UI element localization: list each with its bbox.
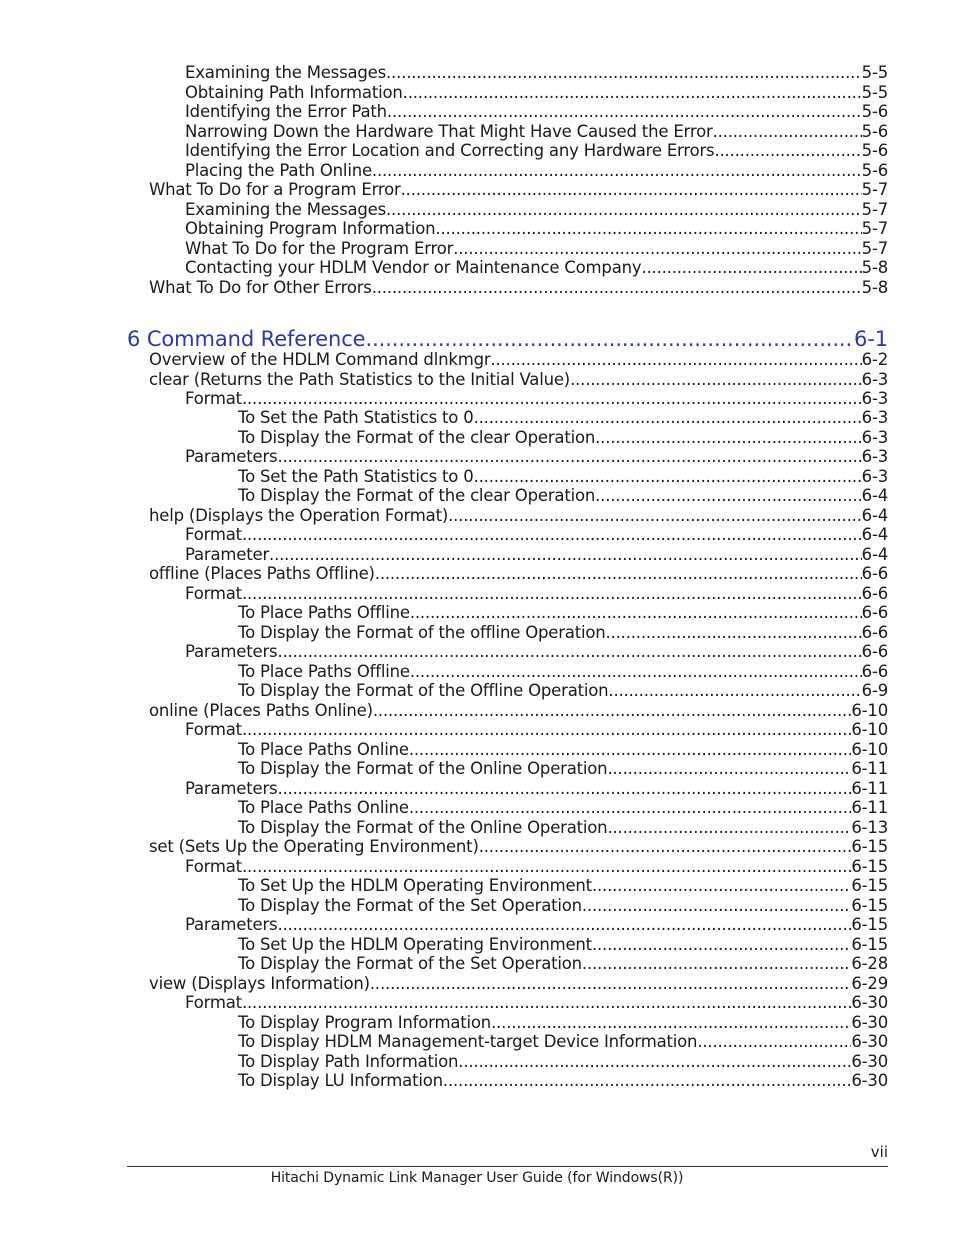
toc-entry-title: Parameters (185, 447, 278, 466)
toc-entry-page: 6-6 (861, 623, 888, 642)
toc-leader-dots (595, 428, 862, 448)
toc-entry[interactable] (238, 681, 888, 701)
toc-entry-title: Identifying the Error Path (185, 102, 387, 121)
toc-leader-dots (242, 525, 862, 545)
toc-leader-dots (582, 896, 851, 916)
toc-leader-dots (479, 837, 852, 857)
toc-entry-title: Obtaining Path Information (185, 83, 403, 102)
toc-entry-title: Narrowing Down the Hardware That Might Have Caused the Error (185, 122, 713, 141)
toc-leader-dots (453, 239, 861, 259)
toc-leader-dots (592, 876, 851, 896)
toc-leader-dots (458, 1052, 851, 1072)
toc-entry[interactable] (149, 278, 888, 298)
toc-leader-dots (490, 350, 861, 370)
toc-entry-title: To Place Paths Offline (238, 603, 410, 622)
toc-leader-dots (595, 486, 862, 506)
toc-entry-title: To Display the Format of the Set Operation (238, 896, 582, 915)
toc-entry[interactable] (149, 701, 888, 721)
toc-leader-dots (697, 1032, 851, 1052)
toc-entry-title: Format (185, 720, 242, 739)
toc-entry-title: To Set the Path Statistics to 0 (238, 408, 474, 427)
toc-entry[interactable] (185, 779, 888, 799)
chapter-title: 6 Command Reference (127, 327, 366, 351)
toc-entry-page: 6-10 (851, 740, 888, 759)
toc-entry-page: 5-5 (861, 63, 888, 82)
toc-entry-title: Examining the Messages (185, 200, 387, 219)
toc-entry-page: 6-15 (851, 915, 888, 934)
toc-entry[interactable] (149, 837, 888, 857)
toc-entry-title: To Set Up the HDLM Operating Environment (238, 935, 592, 954)
toc-leader-dots (582, 954, 851, 974)
toc-leader-dots (409, 740, 852, 760)
toc-entry[interactable] (185, 83, 888, 103)
toc-leader-dots (366, 326, 855, 352)
toc-leader-dots (448, 506, 862, 526)
toc-entry-title: Placing the Path Online (185, 161, 372, 180)
toc-leader-dots (375, 564, 862, 584)
toc-entry-title: Parameters (185, 779, 278, 798)
toc-entry[interactable] (185, 993, 888, 1013)
toc-entry-title: help (Displays the Operation Format) (149, 506, 449, 525)
toc-entry[interactable] (185, 63, 888, 83)
toc-entry-page: 6-10 (851, 720, 888, 739)
toc-entry[interactable] (238, 623, 888, 643)
toc-entry-page: 6-4 (861, 506, 888, 525)
toc-entry[interactable] (149, 974, 888, 994)
toc-leader-dots (409, 798, 852, 818)
toc-entry-title: To Set Up the HDLM Operating Environment (238, 876, 592, 895)
toc-leader-dots (372, 161, 862, 181)
toc-leader-dots (370, 974, 851, 994)
toc-leader-dots (608, 681, 861, 701)
toc-leader-dots (401, 180, 862, 200)
toc-entry-page: 6-28 (851, 954, 888, 973)
toc-leader-dots (269, 545, 862, 565)
toc-leader-dots (403, 83, 862, 103)
toc-entry-title: Format (185, 389, 242, 408)
toc-entry-page: 6-15 (851, 896, 888, 915)
toc-entry-title: To Place Paths Online (238, 798, 409, 817)
toc-entry-page: 6-11 (851, 759, 888, 778)
toc-entry-page: 6-30 (851, 1013, 888, 1032)
toc-entry[interactable] (238, 740, 888, 760)
toc-entry-page: 5-7 (861, 239, 888, 258)
toc-entry-title: online (Places Paths Online) (149, 701, 373, 720)
toc-entry-title: Parameter (185, 545, 270, 564)
toc-leader-dots (242, 857, 851, 877)
toc-leader-dots (443, 1071, 851, 1091)
toc-entry-title: To Set the Path Statistics to 0 (238, 467, 474, 486)
toc-entry-title: To Display Program Information (238, 1013, 492, 1032)
toc-leader-dots (387, 102, 862, 122)
toc-entry-title: To Display the Format of the Online Operation (238, 818, 608, 837)
chapter-heading[interactable] (127, 326, 888, 352)
toc-leader-dots (435, 219, 861, 239)
toc-entry-title: Format (185, 525, 242, 544)
toc-entry-title: To Display the Format of the Online Operation (238, 759, 608, 778)
toc-entry-page: 6-30 (851, 1071, 888, 1090)
toc-entry[interactable] (238, 818, 888, 838)
toc-leader-dots (714, 141, 861, 161)
toc-entry-title: To Display the Format of the Offline Operation (238, 681, 609, 700)
toc-entry[interactable] (185, 141, 888, 161)
toc-leader-dots (372, 278, 862, 298)
toc-entry-title: To Display LU Information (238, 1071, 443, 1090)
toc-leader-dots (641, 258, 861, 278)
toc-entry-page: 6-10 (851, 701, 888, 720)
toc-entry[interactable] (149, 370, 888, 390)
toc-entry-title: Obtaining Program Information (185, 219, 436, 238)
toc-entry[interactable] (185, 161, 888, 181)
toc-entry-page: 5-8 (861, 278, 888, 297)
toc-entry-page: 6-6 (861, 642, 888, 661)
toc-entry-title: To Display the Format of the clear Operation (238, 428, 596, 447)
chapter-page: 6-1 (854, 327, 888, 351)
toc-entry[interactable] (185, 447, 888, 467)
toc-entry-page: 5-6 (861, 141, 888, 160)
toc-entry-title: Parameters (185, 915, 278, 934)
toc-leader-dots (277, 642, 861, 662)
toc-entry-page: 6-6 (861, 662, 888, 681)
toc-entry-title: To Place Paths Offline (238, 662, 410, 681)
toc-entry-page: 5-6 (861, 161, 888, 180)
toc-entry[interactable] (238, 428, 888, 448)
toc-leader-dots (474, 408, 862, 428)
toc-entry-page: 6-11 (851, 779, 888, 798)
toc-entry-page: 6-30 (851, 993, 888, 1012)
toc-entry-page: 6-3 (861, 467, 888, 486)
toc-entry-page: 6-6 (861, 584, 888, 603)
toc-entry-title: Examining the Messages (185, 63, 387, 82)
toc-leader-dots (607, 818, 851, 838)
toc-leader-dots (386, 200, 862, 220)
toc-entry[interactable] (185, 584, 888, 604)
toc-leader-dots (410, 603, 862, 623)
toc-entry-page: 6-15 (851, 837, 888, 856)
toc-entry-page: 6-3 (861, 389, 888, 408)
toc-entry[interactable] (238, 935, 888, 955)
toc-entry-page: 6-9 (861, 681, 888, 700)
toc-leader-dots (242, 584, 862, 604)
toc-entry[interactable] (149, 180, 888, 200)
toc-entry[interactable] (185, 857, 888, 877)
toc-entry-page: 6-4 (861, 525, 888, 544)
toc-entry[interactable] (238, 1032, 888, 1052)
toc-entry[interactable] (238, 662, 888, 682)
toc-leader-dots (373, 701, 851, 721)
toc-entry-title: To Display the Format of the Set Operation (238, 954, 582, 973)
toc-entry-title: view (Displays Information) (149, 974, 370, 993)
toc-leader-dots (491, 1013, 851, 1033)
toc-leader-dots (242, 993, 851, 1013)
toc-entry-title: set (Sets Up the Operating Environment) (149, 837, 479, 856)
toc-entry-page: 5-7 (861, 219, 888, 238)
toc-entry-page: 6-30 (851, 1052, 888, 1071)
toc-entry-title: Format (185, 584, 242, 603)
toc-entry-title: clear (Returns the Path Statistics to the Initial Value) (149, 370, 571, 389)
toc-leader-dots (386, 63, 862, 83)
toc-entry-title: What To Do for Other Errors (149, 278, 372, 297)
toc-entry-page: 5-8 (861, 258, 888, 277)
toc-entry-page: 6-4 (861, 486, 888, 505)
toc-entry[interactable] (238, 798, 888, 818)
toc-entry-title: Format (185, 993, 242, 1012)
toc-entry[interactable] (238, 603, 888, 623)
toc-entry[interactable] (185, 525, 888, 545)
toc-entry[interactable] (185, 545, 888, 565)
toc-entry-page: 6-30 (851, 1032, 888, 1051)
toc-entry-page: 6-3 (861, 408, 888, 427)
toc-entry[interactable] (149, 506, 888, 526)
toc-entry[interactable] (185, 239, 888, 259)
toc-entry-page: 6-4 (861, 545, 888, 564)
toc-entry-title: Identifying the Error Location and Correcting any Hardware Errors (185, 141, 715, 160)
footer-document-title: Hitachi Dynamic Link Manager User Guide (for Windows(R)) (270, 1170, 684, 1186)
toc-leader-dots (277, 447, 861, 467)
toc-entry-page: 5-6 (861, 102, 888, 121)
toc-leader-dots (277, 915, 851, 935)
toc-entry[interactable] (238, 1052, 888, 1072)
toc-entry[interactable] (238, 486, 888, 506)
toc-entry[interactable] (238, 759, 888, 779)
toc-entry-title: What To Do for the Program Error (185, 239, 454, 258)
toc-entry-page: 6-29 (851, 974, 888, 993)
toc-entry-title: To Display the Format of the clear Operation (238, 486, 596, 505)
toc-entry-page: 6-15 (851, 876, 888, 895)
toc-entry[interactable] (238, 896, 888, 916)
toc-entry[interactable] (238, 467, 888, 487)
toc-entry-title: Overview of the HDLM Command dlnkmgr (149, 350, 491, 369)
toc-leader-dots (607, 759, 851, 779)
toc-entry[interactable] (238, 408, 888, 428)
toc-entry-title: To Display HDLM Management-target Device Information (238, 1032, 698, 1051)
toc-entry-title: To Display Path Information (238, 1052, 459, 1071)
toc-leader-dots (242, 720, 851, 740)
toc-entry[interactable] (238, 876, 888, 896)
toc-leader-dots (277, 779, 851, 799)
toc-entry[interactable] (185, 258, 888, 278)
toc-entry-title: What To Do for a Program Error (149, 180, 401, 199)
footer-divider (127, 1166, 888, 1167)
toc-entry-page: 6-6 (861, 603, 888, 622)
toc-leader-dots (713, 122, 862, 142)
toc-leader-dots (242, 389, 862, 409)
toc-entry-page: 6-2 (861, 350, 888, 369)
toc-entry-title: Contacting your HDLM Vendor or Maintenance Company (185, 258, 642, 277)
toc-entry-title: Format (185, 857, 242, 876)
toc-entry[interactable] (185, 102, 888, 122)
toc-entry-title: Parameters (185, 642, 278, 661)
toc-entry-page: 6-3 (861, 447, 888, 466)
toc-entry-page: 5-7 (861, 180, 888, 199)
toc-entry[interactable] (185, 200, 888, 220)
toc-entry-title: To Display the Format of the offline Operation (238, 623, 606, 642)
toc-entry[interactable] (185, 915, 888, 935)
toc-entry-page: 6-15 (851, 857, 888, 876)
toc-entry[interactable] (238, 1013, 888, 1033)
toc-entry[interactable] (185, 122, 888, 142)
toc-entry[interactable] (238, 954, 888, 974)
page-number: vii (870, 1143, 888, 1161)
toc-entry-page: 6-6 (861, 564, 888, 583)
toc-entry-page: 6-3 (861, 428, 888, 447)
toc-leader-dots (474, 467, 862, 487)
toc-entry[interactable] (185, 219, 888, 239)
toc-entry[interactable] (149, 350, 888, 370)
toc-entry[interactable] (149, 564, 888, 584)
toc-entry-page: 6-11 (851, 798, 888, 817)
toc-entry-page: 6-13 (851, 818, 888, 837)
toc-entry-page: 6-3 (861, 370, 888, 389)
toc-entry[interactable] (185, 642, 888, 662)
toc-entry-page: 5-6 (861, 122, 888, 141)
toc-entry-page: 5-7 (861, 200, 888, 219)
toc-entry-title: To Place Paths Online (238, 740, 409, 759)
toc-entry-page: 6-15 (851, 935, 888, 954)
toc-leader-dots (410, 662, 862, 682)
toc-leader-dots (570, 370, 862, 390)
toc-entry-page: 5-5 (861, 83, 888, 102)
toc-leader-dots (606, 623, 862, 643)
toc-entry[interactable] (185, 389, 888, 409)
toc-entry-title: offline (Places Paths Offline) (149, 564, 375, 583)
toc-entry[interactable] (185, 720, 888, 740)
toc-leader-dots (592, 935, 851, 955)
toc-entry[interactable] (238, 1071, 888, 1091)
